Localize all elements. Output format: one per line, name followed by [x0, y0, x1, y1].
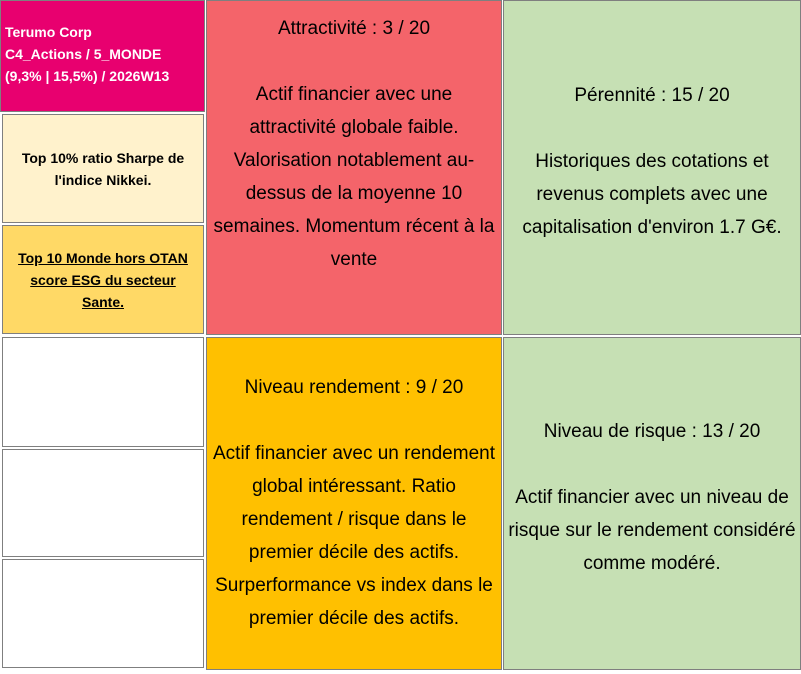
portfolio-label: C4_Actions / 5_MONDE: [5, 46, 162, 62]
attractivite-text: Actif financier avec une attractivité globale faible. Valorisation notablement au-dessus de la moyenne 10 semaines. Momentum récent à la vente: [213, 83, 495, 270]
risque-title: Niveau de risque : 13 / 20: [543, 421, 761, 442]
sharpe-note-text: Top 10% ratio Sharpe de l'indice Nikkei.: [21, 149, 185, 188]
perennite-panel: [503, 0, 801, 335]
risque-text: Actif financier avec un niveau de risque sur le rendement considéré comme modéré.: [508, 487, 796, 574]
sharpe-note: [2, 114, 204, 223]
esg-note[interactable]: [2, 225, 204, 334]
empty-cell: [2, 559, 204, 668]
rendement-text: Actif financier avec un rendement global intéressant. Ratio rendement / risque dans le premier décile des actifs. Surperformance vs index dans le premier décile des actifs.: [213, 442, 495, 629]
company-name: Terumo Corp: [5, 24, 92, 40]
esg-note-link[interactable]: Top 10 Monde hors OTAN score ESG du secteur Sante.: [18, 249, 188, 310]
stats-label: (9,3% | 15,5%) / 2026W13: [5, 68, 170, 84]
perennite-text: Historiques des cotations et revenus complets avec une capitalisation d'environ 1.7 G€.: [522, 151, 782, 238]
attractivite-title: Attractivité : 3 / 20: [277, 17, 431, 39]
attractivite-panel: [206, 0, 502, 335]
perennite-title: Pérennité : 15 / 20: [574, 85, 730, 106]
rendement-panel: [206, 337, 502, 670]
risque-panel: [503, 337, 801, 670]
rendement-title: Niveau rendement : 9 / 20: [244, 376, 464, 398]
empty-cell: [2, 337, 204, 447]
asset-header: [0, 0, 205, 112]
empty-cell: [2, 449, 204, 557]
